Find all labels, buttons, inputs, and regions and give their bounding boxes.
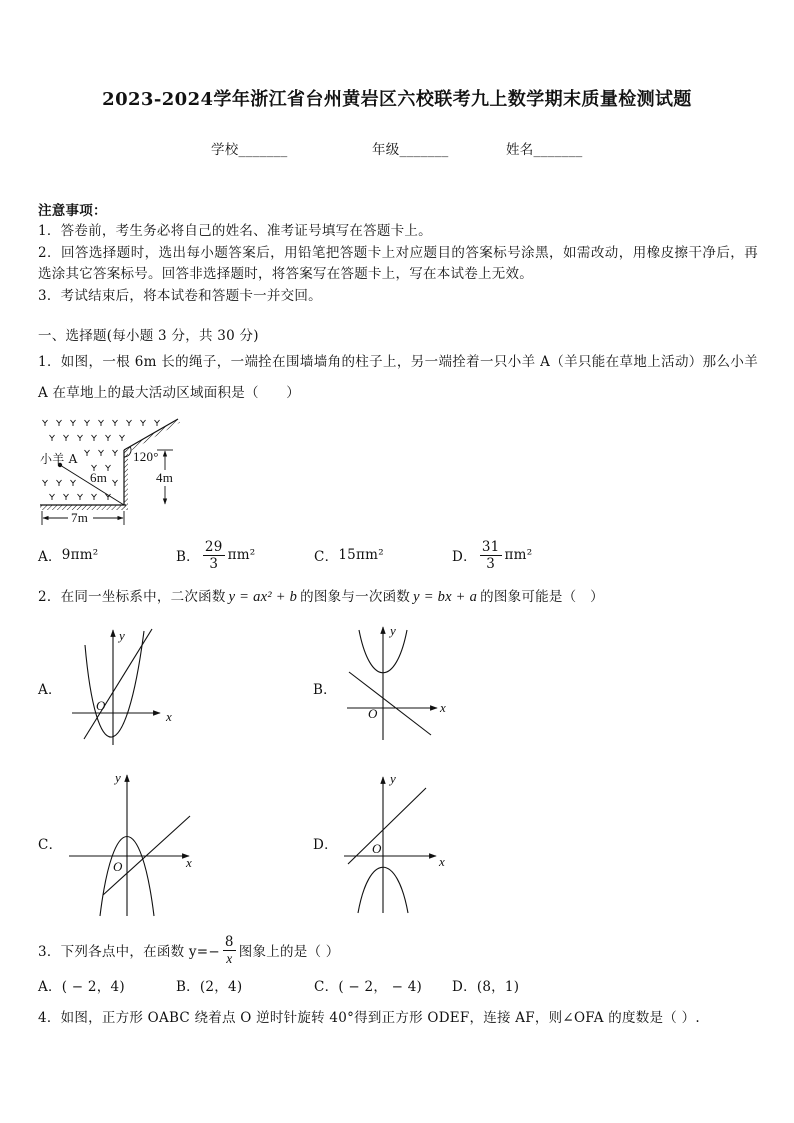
grass-mark — [78, 494, 83, 500]
y-axis-label: y — [115, 770, 122, 785]
option-c — [314, 536, 384, 574]
name-label: 姓名 — [506, 142, 534, 158]
option-letter: A． — [38, 549, 62, 565]
parabola — [85, 631, 144, 737]
question-4-text: 4．如图，正方形 OABC 绕着点 O 逆时针旋转 40°得到正方形 ODEF，连接 AF，则∠OFA 的度数是（ ）. — [38, 1010, 700, 1026]
x-axis-label: x — [439, 854, 446, 869]
linear-function-line — [349, 672, 431, 735]
fraction — [203, 539, 225, 572]
grass-mark — [85, 420, 90, 426]
numerator: 31 — [481, 538, 500, 555]
rope-length-label: 6m — [90, 470, 108, 485]
section-heading: 一、选择题(每小题 3 分，共 30 分) — [38, 328, 259, 344]
grade-blank: _______ — [399, 142, 449, 158]
grass-mark — [127, 420, 132, 426]
notice-item: 3．考试结束后，将本试卷和答题卡一并交回。 — [38, 287, 322, 304]
option-value: πm² — [504, 547, 533, 563]
question-1-figure — [38, 415, 183, 530]
school-field — [211, 140, 288, 160]
origin-label: O — [96, 698, 106, 713]
option-d — [452, 536, 532, 574]
school-label: 学校 — [211, 142, 239, 158]
grass-mark — [64, 494, 69, 500]
linear-function-line — [348, 788, 426, 864]
question-1-text: 1．如图，一根 6m 长的绳子，一端拴在围墙墙角的柱子上，另一端拴着一只小羊 A（羊只能在草地上活动）那么小羊 A 在草地上的最大活动区域面积是（ ） — [38, 354, 758, 401]
grass-mark — [57, 480, 62, 486]
graph-b-label: B． — [313, 682, 337, 698]
grass-mark — [99, 420, 104, 426]
grass-mark — [64, 435, 69, 441]
option-a: A．( − 2，4) — [38, 979, 125, 995]
y-axis-label: y — [119, 628, 126, 643]
notice-item: 2．回答选择题时，选出每小题答案后，用铅笔把答题卡上对应题目的答案标号涂黑，如需改动，用橡皮擦干净后，再选涂其它答案标号。回答非选择题时，将答案写在答题卡上，写在本试卷上无效。 — [38, 244, 758, 282]
origin-label: O — [372, 841, 382, 856]
question-2-text-b: 的图象与一次函数 — [300, 589, 411, 605]
grass-mark — [50, 435, 55, 441]
option-b: B．(2，4) — [176, 979, 243, 995]
grass-mark — [113, 420, 118, 426]
grass-mark — [113, 450, 118, 456]
grass-mark — [141, 420, 146, 426]
option-value: 9πm² — [61, 547, 99, 563]
option-d: D．(8，1) — [452, 979, 520, 995]
grass-mark — [71, 480, 76, 486]
question-3-text — [38, 931, 340, 969]
graph-d-label: D． — [313, 837, 338, 853]
question-2-text-a: 2．在同一坐标系中，二次函数 — [38, 589, 226, 605]
grass-mark — [113, 480, 118, 486]
grass-mark — [71, 420, 76, 426]
question-3-text-b: 图象上的是（ ） — [238, 944, 340, 960]
graph-a — [68, 625, 173, 747]
fraction — [480, 539, 502, 572]
grass-mark — [92, 435, 97, 441]
option-b — [176, 536, 255, 574]
linear-function-line — [84, 629, 152, 739]
graph-d — [340, 772, 458, 915]
option-value: 15πm² — [338, 547, 384, 563]
graph-a-label: A． — [38, 682, 62, 698]
origin-label: O — [113, 859, 123, 874]
graph-c-label: C． — [38, 837, 63, 853]
option-letter: D． — [452, 549, 477, 565]
sheep-label: 小羊 A — [40, 452, 78, 466]
x-axis-label: x — [186, 855, 193, 870]
question-2-text-c: 的图象可能是（ ） — [480, 589, 604, 605]
grade-field — [372, 140, 449, 160]
angle-label: 120° — [133, 449, 159, 464]
question-2-text — [38, 587, 604, 607]
x-axis-label: x — [166, 709, 173, 724]
quadratic-formula: y = ax² + b — [228, 589, 298, 605]
x-axis-label: x — [440, 700, 447, 715]
notice-list — [38, 221, 758, 307]
fraction — [223, 934, 236, 967]
question-3-text-a: 3．下列各点中，在函数 y=− — [38, 944, 220, 960]
name-blank: _______ — [533, 142, 583, 158]
denominator: 3 — [209, 555, 219, 572]
grass-mark — [57, 420, 62, 426]
numerator: 29 — [204, 538, 223, 555]
height-label: 4m — [156, 470, 174, 485]
grade-label: 年级 — [372, 142, 400, 158]
grass-mark — [43, 420, 48, 426]
notice-item: 1．答卷前，考生务必将自己的姓名、准考证号填写在答题卡上。 — [38, 223, 432, 239]
exam-title: 2023-2024学年浙江省台州黄岩区六校联考九上数学期末质量检测试题 — [102, 89, 692, 110]
y-axis-label: y — [390, 771, 397, 786]
option-c: C．( − 2， − 4) — [314, 979, 423, 995]
option-value: πm² — [227, 547, 256, 563]
grass-mark — [50, 494, 55, 500]
graph-b — [343, 622, 453, 742]
grass-mark — [43, 480, 48, 486]
name-field — [506, 140, 583, 160]
notice-heading: 注意事项： — [38, 203, 107, 219]
grass-mark — [120, 435, 125, 441]
school-blank: _______ — [238, 142, 288, 158]
grass-mark — [106, 435, 111, 441]
linear-formula: y = bx + a — [413, 589, 478, 605]
grass-mark — [85, 450, 90, 456]
graph-c — [65, 770, 200, 918]
origin-label: O — [368, 706, 378, 721]
width-label: 7m — [71, 510, 89, 525]
grass-mark — [155, 420, 160, 426]
numerator: 8 — [224, 933, 234, 950]
question-1-options — [0, 536, 794, 574]
option-a — [38, 536, 98, 574]
y-axis-label: y — [390, 623, 397, 638]
option-letter: C． — [314, 549, 339, 565]
grass-mark — [92, 494, 97, 500]
denominator: x — [226, 950, 233, 966]
grass-mark — [78, 435, 83, 441]
option-letter: B． — [176, 549, 200, 565]
slanted-wall — [124, 419, 178, 450]
grass-mark — [99, 450, 104, 456]
denominator: 3 — [486, 555, 496, 572]
